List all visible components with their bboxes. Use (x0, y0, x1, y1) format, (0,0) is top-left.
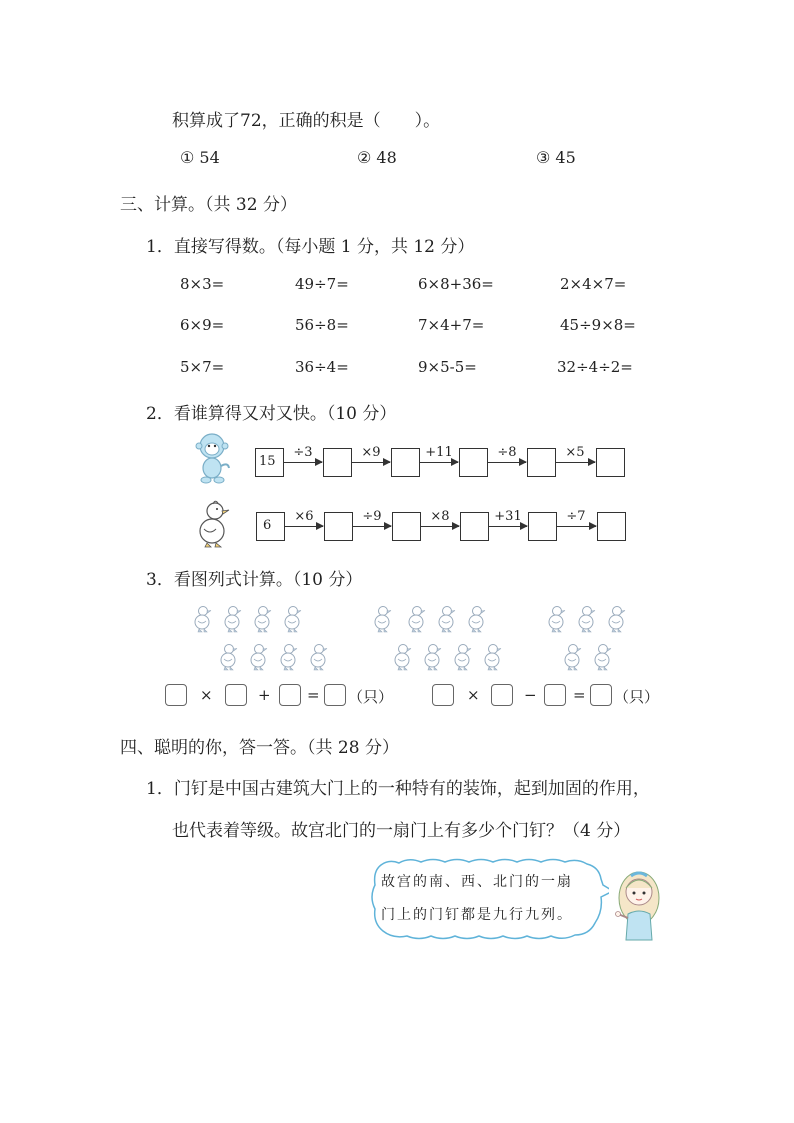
chain-op: ÷7 (566, 509, 586, 524)
question-text: 1．门钉是中国古建筑大门上的一种特有的装饰，起到加固的作用， (146, 779, 650, 799)
chain-op: ÷8 (497, 445, 517, 460)
answer-box[interactable] (597, 512, 626, 541)
answer-box[interactable] (225, 684, 247, 706)
equals-sign: = (307, 686, 320, 704)
bubble-line-2: 门上的门钉都是九行九列。 (381, 907, 573, 923)
answer-box[interactable] (165, 684, 187, 706)
chain-op: +31 (494, 509, 522, 524)
duck-groups-illustration (180, 600, 690, 680)
chain-start-box: 15 (255, 448, 284, 477)
duck-icon (196, 499, 230, 549)
answer-box[interactable] (596, 448, 625, 477)
question-text: 积算成了72，正确的积是（ ）。 (172, 111, 441, 131)
bubble-line-1: 故宫的南、西、北门的一扇 (381, 874, 573, 890)
chain-op: ×9 (361, 445, 381, 460)
question-title: 3．看图列式计算。（10 分） (146, 570, 363, 590)
option-2[interactable]: ② 48 (357, 148, 397, 167)
option-1[interactable]: ① 54 (180, 148, 220, 167)
chain-op: ÷3 (293, 445, 313, 460)
calc-item: 6×8+36= (418, 275, 494, 293)
monkey-icon (192, 432, 232, 484)
chain-op: ×6 (294, 509, 314, 524)
calc-item: 49÷7= (295, 275, 349, 293)
answer-box[interactable] (491, 684, 513, 706)
girl-icon (614, 868, 664, 944)
calc-item: 7×4+7= (418, 316, 485, 334)
times-sign: × (467, 686, 480, 704)
chain-op: ×8 (430, 509, 450, 524)
minus-sign: − (524, 686, 537, 704)
section-title: 三、计算。（共 32 分） (120, 195, 297, 215)
answer-box[interactable] (544, 684, 566, 706)
equals-sign: = (573, 686, 586, 704)
unit-label: （只） (348, 688, 394, 706)
option-3[interactable]: ③ 45 (536, 148, 576, 167)
calc-item: 56÷8= (295, 316, 349, 334)
calc-item: 2×4×7= (560, 275, 627, 293)
chain-op: ×5 (565, 445, 585, 460)
answer-box[interactable] (590, 684, 612, 706)
answer-box[interactable] (324, 684, 346, 706)
speech-bubble (369, 857, 609, 943)
answer-box[interactable] (279, 684, 301, 706)
calc-item: 6×9= (180, 316, 225, 334)
answer-box[interactable] (432, 684, 454, 706)
calc-item: 9×5-5= (418, 358, 477, 376)
chain-op: ÷9 (362, 509, 382, 524)
calc-item: 32÷4÷2= (557, 358, 633, 376)
question-title: 1．直接写得数。（每小题 1 分，共 12 分） (146, 237, 475, 257)
question-text: 也代表着等级。故宫北门的一扇门上有多少个门钉？（4 分） (172, 821, 631, 841)
section-title: 四、聪明的你，答一答。（共 28 分） (120, 738, 399, 758)
calc-item: 8×3= (180, 275, 225, 293)
chain-op: +11 (425, 445, 453, 460)
calc-item: 45÷9×8= (560, 316, 636, 334)
chain-start-box: 6 (256, 512, 285, 541)
plus-sign: + (258, 686, 271, 704)
question-title: 2．看谁算得又对又快。（10 分） (146, 404, 397, 424)
calc-item: 5×7= (180, 358, 225, 376)
calc-item: 36÷4= (295, 358, 349, 376)
unit-label: （只） (614, 688, 660, 706)
times-sign: × (200, 686, 213, 704)
